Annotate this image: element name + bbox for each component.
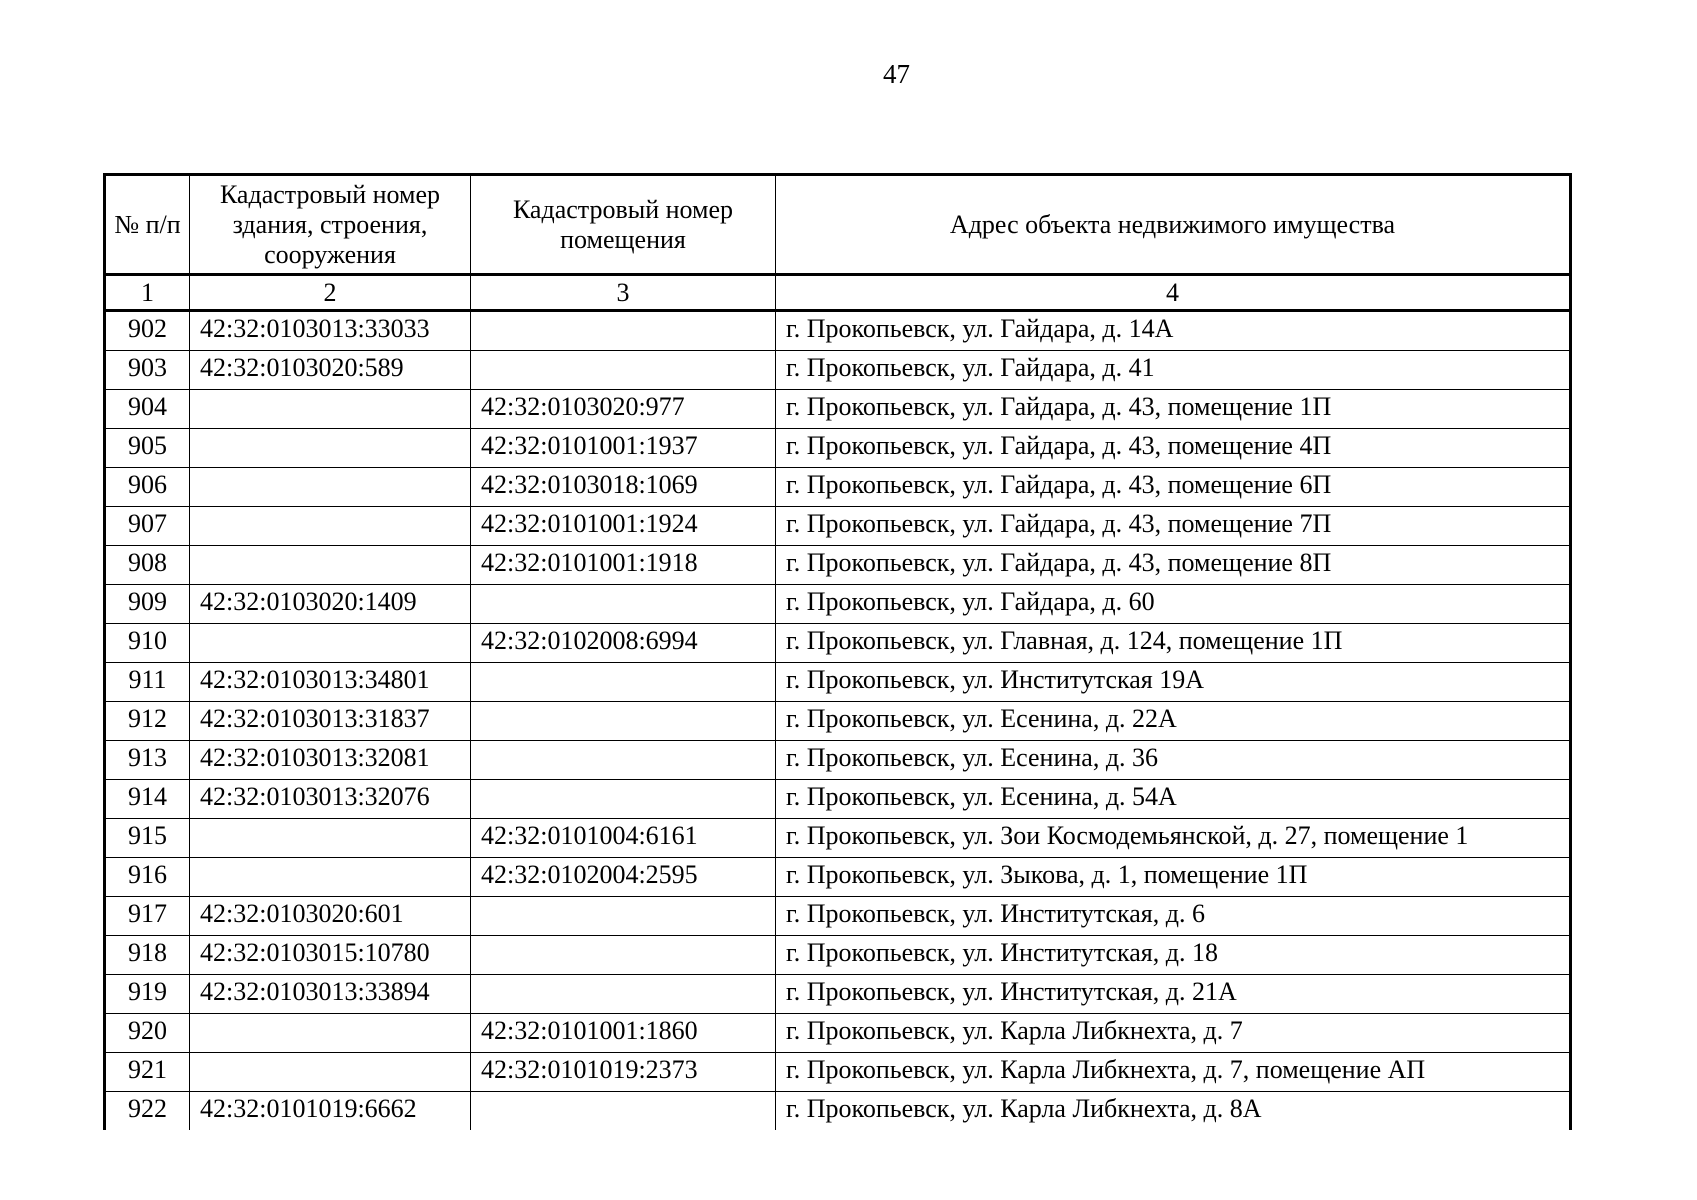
header-building-cadastral: Кадастровый номер здания, строения, сооружения xyxy=(190,175,471,275)
premises-cadastral-cell: 42:32:0102008:6994 xyxy=(471,624,776,663)
table-row xyxy=(105,1053,1571,1092)
table-row xyxy=(105,702,1571,741)
premises-cadastral-cell: 42:32:0103018:1069 xyxy=(471,468,776,507)
building-cadastral-cell: 42:32:0103020:1409 xyxy=(190,585,471,624)
building-cadastral-cell: 42:32:0103013:31837 xyxy=(190,702,471,741)
address-cell: г. Прокопьевск, ул. Есенина, д. 36 xyxy=(776,741,1571,780)
column-number: 3 xyxy=(471,275,776,311)
address-cell: г. Прокопьевск, ул. Гайдара, д. 43, помещение 8П xyxy=(776,546,1571,585)
column-number-row xyxy=(105,275,1571,311)
row-number: 904 xyxy=(105,390,190,429)
premises-cadastral-cell: 42:32:0101001:1860 xyxy=(471,1014,776,1053)
header-premises-cadastral: Кадастровый номер помещения xyxy=(471,175,776,275)
row-number: 909 xyxy=(105,585,190,624)
building-cadastral-cell: 42:32:0103013:33033 xyxy=(190,311,471,351)
column-number: 4 xyxy=(776,275,1571,311)
premises-cadastral-cell xyxy=(471,585,776,624)
building-cadastral-cell: 42:32:0103015:10780 xyxy=(190,936,471,975)
row-number: 922 xyxy=(105,1092,190,1131)
row-number: 918 xyxy=(105,936,190,975)
address-cell: г. Прокопьевск, ул. Институтская, д. 21А xyxy=(776,975,1571,1014)
row-number: 912 xyxy=(105,702,190,741)
premises-cadastral-cell: 42:32:0103020:977 xyxy=(471,390,776,429)
premises-cadastral-cell xyxy=(471,741,776,780)
premises-cadastral-cell xyxy=(471,1092,776,1131)
building-cadastral-cell xyxy=(190,429,471,468)
building-cadastral-cell xyxy=(190,546,471,585)
building-cadastral-cell xyxy=(190,1014,471,1053)
table-row xyxy=(105,741,1571,780)
table-row xyxy=(105,351,1571,390)
table-row xyxy=(105,975,1571,1014)
row-number: 903 xyxy=(105,351,190,390)
table-row xyxy=(105,858,1571,897)
header-address: Адрес объекта недвижимого имущества xyxy=(776,175,1571,275)
table-row xyxy=(105,1092,1571,1131)
row-number: 919 xyxy=(105,975,190,1014)
address-cell: г. Прокопьевск, ул. Институтская, д. 6 xyxy=(776,897,1571,936)
row-number: 910 xyxy=(105,624,190,663)
address-cell: г. Прокопьевск, ул. Есенина, д. 54А xyxy=(776,780,1571,819)
table-row xyxy=(105,429,1571,468)
row-number: 913 xyxy=(105,741,190,780)
table-row xyxy=(105,546,1571,585)
premises-cadastral-cell xyxy=(471,975,776,1014)
table-body xyxy=(105,311,1571,1131)
building-cadastral-cell: 42:32:0103013:32081 xyxy=(190,741,471,780)
address-cell: г. Прокопьевск, ул. Карла Либкнехта, д. 7 xyxy=(776,1014,1571,1053)
row-number: 914 xyxy=(105,780,190,819)
premises-cadastral-cell: 42:32:0101001:1918 xyxy=(471,546,776,585)
address-cell: г. Прокопьевск, ул. Гайдара, д. 14А xyxy=(776,311,1571,351)
table-row xyxy=(105,390,1571,429)
premises-cadastral-cell: 42:32:0101001:1924 xyxy=(471,507,776,546)
premises-cadastral-cell: 42:32:0101019:2373 xyxy=(471,1053,776,1092)
table-row xyxy=(105,897,1571,936)
row-number: 911 xyxy=(105,663,190,702)
table-header-row xyxy=(105,175,1571,275)
building-cadastral-cell: 42:32:0101019:6662 xyxy=(190,1092,471,1131)
header-number: № п/п xyxy=(105,175,190,275)
building-cadastral-cell xyxy=(190,507,471,546)
premises-cadastral-cell xyxy=(471,702,776,741)
table-row xyxy=(105,1014,1571,1053)
address-cell: г. Прокопьевск, ул. Гайдара, д. 43, помещение 1П xyxy=(776,390,1571,429)
address-cell: г. Прокопьевск, ул. Институтская 19А xyxy=(776,663,1571,702)
address-cell: г. Прокопьевск, ул. Карла Либкнехта, д. 7, помещение АП xyxy=(776,1053,1571,1092)
building-cadastral-cell: 42:32:0103020:589 xyxy=(190,351,471,390)
table-row xyxy=(105,585,1571,624)
address-cell: г. Прокопьевск, ул. Зои Космодемьянской, д. 27, помещение 1 xyxy=(776,819,1571,858)
row-number: 906 xyxy=(105,468,190,507)
premises-cadastral-cell xyxy=(471,351,776,390)
premises-cadastral-cell xyxy=(471,663,776,702)
table-row xyxy=(105,507,1571,546)
table-row xyxy=(105,936,1571,975)
property-registry-table xyxy=(103,173,1572,1130)
table-row xyxy=(105,624,1571,663)
row-number: 921 xyxy=(105,1053,190,1092)
column-number: 2 xyxy=(190,275,471,311)
building-cadastral-cell xyxy=(190,624,471,663)
row-number: 915 xyxy=(105,819,190,858)
address-cell: г. Прокопьевск, ул. Гайдара, д. 43, помещение 7П xyxy=(776,507,1571,546)
row-number: 916 xyxy=(105,858,190,897)
premises-cadastral-cell xyxy=(471,780,776,819)
row-number: 917 xyxy=(105,897,190,936)
column-number: 1 xyxy=(105,275,190,311)
page-number: 47 xyxy=(883,59,910,89)
building-cadastral-cell: 42:32:0103013:34801 xyxy=(190,663,471,702)
address-cell: г. Прокопьевск, ул. Институтская, д. 18 xyxy=(776,936,1571,975)
address-cell: г. Прокопьевск, ул. Гайдара, д. 43, помещение 4П xyxy=(776,429,1571,468)
premises-cadastral-cell xyxy=(471,936,776,975)
building-cadastral-cell: 42:32:0103013:33894 xyxy=(190,975,471,1014)
row-number: 920 xyxy=(105,1014,190,1053)
table-row xyxy=(105,819,1571,858)
table-row xyxy=(105,468,1571,507)
table-row xyxy=(105,663,1571,702)
table-row xyxy=(105,311,1571,351)
building-cadastral-cell: 42:32:0103020:601 xyxy=(190,897,471,936)
address-cell: г. Прокопьевск, ул. Главная, д. 124, помещение 1П xyxy=(776,624,1571,663)
building-cadastral-cell xyxy=(190,390,471,429)
row-number: 902 xyxy=(105,311,190,351)
premises-cadastral-cell: 42:32:0101004:6161 xyxy=(471,819,776,858)
address-cell: г. Прокопьевск, ул. Зыкова, д. 1, помещение 1П xyxy=(776,858,1571,897)
address-cell: г. Прокопьевск, ул. Гайдара, д. 41 xyxy=(776,351,1571,390)
address-cell: г. Прокопьевск, ул. Карла Либкнехта, д. 8А xyxy=(776,1092,1571,1131)
row-number: 908 xyxy=(105,546,190,585)
building-cadastral-cell xyxy=(190,858,471,897)
building-cadastral-cell xyxy=(190,468,471,507)
address-cell: г. Прокопьевск, ул. Есенина, д. 22А xyxy=(776,702,1571,741)
building-cadastral-cell xyxy=(190,819,471,858)
premises-cadastral-cell xyxy=(471,897,776,936)
table-row xyxy=(105,780,1571,819)
premises-cadastral-cell: 42:32:0102004:2595 xyxy=(471,858,776,897)
row-number: 905 xyxy=(105,429,190,468)
premises-cadastral-cell: 42:32:0101001:1937 xyxy=(471,429,776,468)
building-cadastral-cell xyxy=(190,1053,471,1092)
building-cadastral-cell: 42:32:0103013:32076 xyxy=(190,780,471,819)
premises-cadastral-cell xyxy=(471,311,776,351)
row-number: 907 xyxy=(105,507,190,546)
address-cell: г. Прокопьевск, ул. Гайдара, д. 43, помещение 6П xyxy=(776,468,1571,507)
address-cell: г. Прокопьевск, ул. Гайдара, д. 60 xyxy=(776,585,1571,624)
